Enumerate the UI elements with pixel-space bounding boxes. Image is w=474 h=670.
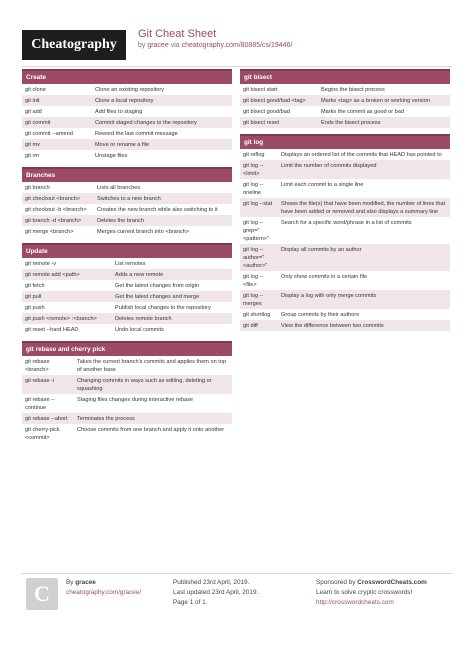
section-body — [22, 258, 232, 335]
command-cell: git merge <branch> — [25, 228, 74, 235]
table-row — [240, 106, 450, 117]
table-row — [22, 215, 232, 226]
table-row — [22, 324, 232, 335]
description-cell: Publish local changes to the repository — [115, 304, 211, 311]
description-cell: Creates the new branch while also switching to it — [97, 206, 218, 213]
description-cell: Staging files changes during interactive rebase — [77, 396, 193, 403]
updated-date: Last updated 23rd April, 2019. — [173, 589, 259, 596]
published-date: Published 23rd April, 2019. — [173, 579, 250, 586]
command-cell: git push — [25, 304, 45, 311]
right-column — [240, 69, 450, 337]
footer-dates — [173, 578, 258, 608]
command-cell: git log --merges — [243, 292, 264, 307]
footer-divider — [22, 573, 452, 574]
table-row — [240, 244, 450, 271]
command-cell: git checkout <branch> — [25, 195, 81, 202]
command-cell: git reflog — [243, 151, 265, 158]
section-header: git bisect — [240, 69, 450, 84]
description-cell: Terminates the process — [77, 415, 135, 422]
command-cell: git cherry-pick <commit> — [25, 426, 60, 441]
command-cell: git checkout -b <branch> — [25, 206, 87, 213]
avatar-letter: C — [34, 581, 50, 606]
command-cell: git log --author="<author>" — [243, 246, 268, 269]
command-cell: git bisect reset — [243, 119, 280, 126]
footer-author — [66, 578, 141, 598]
description-cell: Commit staged changes to the repository — [95, 119, 197, 126]
command-cell: git log --oneline — [243, 181, 264, 196]
table-row — [240, 198, 450, 217]
table-row — [22, 258, 232, 269]
description-cell: Changing commits in ways such as editing, deleting or squashing — [77, 377, 212, 392]
section-bisect — [240, 69, 450, 128]
section-header: git log — [240, 134, 450, 149]
command-cell: git remote add <path> — [25, 271, 80, 278]
table-row — [22, 204, 232, 215]
byline — [138, 42, 292, 49]
table-row — [240, 179, 450, 198]
section-update — [22, 243, 232, 335]
section-header: git rebase and cherry pick — [22, 341, 232, 356]
description-cell: Choose commits from one branch and apply it onto another — [77, 426, 225, 433]
description-cell: Search for a specific word/phrase in a list of commits — [281, 219, 412, 226]
table-row — [22, 269, 232, 280]
page-title: Git Cheat Sheet — [138, 28, 217, 40]
description-cell: Undo local commits — [115, 326, 164, 333]
description-cell: Displays an ordered list of the commits that HEAD has pointed to — [281, 151, 442, 158]
description-cell: Marks the commit as good or bad — [321, 108, 405, 115]
section-log — [240, 134, 450, 331]
command-cell: git rebase --abort — [25, 415, 68, 422]
section-body — [22, 84, 232, 161]
table-row — [240, 84, 450, 95]
header-divider — [22, 66, 452, 67]
description-cell: Limit each commit to a single line — [281, 181, 364, 188]
sponsor-link[interactable]: http://crosswordcheats.com — [316, 599, 394, 606]
table-row — [240, 117, 450, 128]
description-cell: Clone a local repository — [95, 97, 154, 104]
footer-author-link[interactable]: cheatography.com/gracee/ — [66, 589, 142, 596]
table-row — [22, 302, 232, 313]
table-row — [240, 149, 450, 160]
table-row — [22, 117, 232, 128]
table-row — [22, 424, 232, 443]
command-cell: git commit — [25, 119, 51, 126]
table-row — [240, 320, 450, 331]
sheet-url-link[interactable]: cheatography.com/80885/cs/19446/ — [181, 42, 293, 49]
command-cell: git log --stat — [243, 200, 273, 207]
table-row — [22, 106, 232, 117]
header — [22, 22, 452, 66]
cheatography-logo[interactable]: Cheatography — [22, 30, 126, 60]
table-row — [22, 128, 232, 139]
command-cell: git clone — [25, 86, 46, 93]
footer-author-name: gracee — [75, 579, 96, 586]
command-cell: git commit --amend — [25, 130, 73, 137]
command-cell: git log --<limit> — [243, 162, 264, 177]
command-cell: git diff — [243, 322, 258, 329]
footer-by-label: By — [66, 579, 74, 586]
author-link[interactable]: gracee — [147, 42, 169, 49]
description-cell: Move or rename a file — [95, 141, 150, 148]
sponsor-label: Sponsored by — [316, 579, 356, 586]
table-row — [22, 291, 232, 302]
description-cell: Ends the bisect process — [321, 119, 381, 126]
section-header: Branches — [22, 167, 232, 182]
table-row — [22, 280, 232, 291]
table-row — [22, 226, 232, 237]
table-row — [22, 84, 232, 95]
command-cell: git branch -d <branch> — [25, 217, 82, 224]
description-cell: Group commits by their authors — [281, 311, 360, 318]
description-cell: Display all commits by an author — [281, 246, 362, 253]
table-row — [240, 217, 450, 244]
page-number: Page 1 of 1. — [173, 599, 208, 606]
table-row — [22, 413, 232, 424]
table-row — [22, 95, 232, 106]
command-cell: git init — [25, 97, 40, 104]
command-cell: git bisect good/bad <tag> — [243, 97, 306, 104]
description-cell: Begins the bisect process — [321, 86, 385, 93]
description-cell: Get the latest changes and merge — [115, 293, 200, 300]
command-cell: git push <remote> :<branch> — [25, 315, 97, 322]
description-cell: List remotes — [115, 260, 146, 267]
table-row — [22, 356, 232, 375]
left-column — [22, 69, 232, 449]
command-cell: git add — [25, 108, 42, 115]
command-cell: git log --grep="<pattern>" — [243, 219, 269, 242]
description-cell: Reword the last commit message — [95, 130, 178, 137]
sponsor-name: CrosswordCheats.com — [357, 579, 427, 586]
section-header: Update — [22, 243, 232, 258]
description-cell: Takes the current branch's commits and applies them on top of another base — [77, 358, 227, 373]
command-cell: git rm — [25, 152, 39, 159]
description-cell: Shows the file(s) that have been modified, the number of lines that have been added or removed and also displays a summary line — [281, 200, 446, 215]
section-header: Create — [22, 69, 232, 84]
command-cell: git log -- <file> — [243, 273, 264, 288]
table-row — [240, 160, 450, 179]
table-row — [240, 271, 450, 290]
section-rebase — [22, 341, 232, 443]
description-cell: Limit the number of commits displayed — [281, 162, 377, 169]
table-row — [22, 193, 232, 204]
section-branches — [22, 167, 232, 237]
description-cell: View the difference between two commits — [281, 322, 384, 329]
description-cell: Lists all branches — [97, 184, 141, 191]
section-body — [22, 182, 232, 237]
by-label: by — [138, 42, 146, 49]
description-cell: Clone an existing repository — [95, 86, 165, 93]
command-cell: git pull — [25, 293, 42, 300]
description-cell: Unstage files — [95, 152, 128, 159]
description-cell: Add files to staging — [95, 108, 143, 115]
command-cell: git reset --hard HEAD — [25, 326, 79, 333]
command-cell: git fetch — [25, 282, 45, 289]
section-body — [22, 356, 232, 443]
table-row — [22, 139, 232, 150]
command-cell: git rebase -i — [25, 377, 55, 384]
description-cell: Only show commits in a certain file — [281, 273, 368, 280]
section-body — [240, 149, 450, 331]
description-cell: Deletes the branch — [97, 217, 144, 224]
command-cell: git remote -v — [25, 260, 57, 267]
table-row — [22, 182, 232, 193]
description-cell: Display a log with only merge commits — [281, 292, 377, 299]
table-row — [240, 309, 450, 320]
table-row — [240, 95, 450, 106]
description-cell: Adds a new remote — [115, 271, 164, 278]
table-row — [22, 394, 232, 413]
via-label: via — [170, 42, 180, 49]
author-avatar[interactable] — [26, 578, 58, 610]
command-cell: git bisect good/bad — [243, 108, 290, 115]
description-cell: Switches to a new branch — [97, 195, 161, 202]
command-cell: git shortlog — [243, 311, 271, 318]
description-cell: Deletes remote branch — [115, 315, 172, 322]
command-cell: git rebase --continue — [25, 396, 55, 411]
footer-sponsor — [316, 578, 427, 608]
section-create — [22, 69, 232, 161]
command-cell: git mv — [25, 141, 40, 148]
description-cell: Marks <tag> as a broken or working version — [321, 97, 430, 104]
table-row — [22, 375, 232, 394]
command-cell: git rebase <branch> — [25, 358, 50, 373]
section-body — [240, 84, 450, 128]
table-row — [240, 290, 450, 309]
description-cell: Get the latest changes from origin — [115, 282, 199, 289]
command-cell: git branch — [25, 184, 50, 191]
sponsor-tagline: Learn to solve cryptic crosswords! — [316, 589, 413, 596]
table-row — [22, 150, 232, 161]
table-row — [22, 313, 232, 324]
description-cell: Merges current branch into <branch> — [97, 228, 190, 235]
command-cell: git bisect start — [243, 86, 278, 93]
